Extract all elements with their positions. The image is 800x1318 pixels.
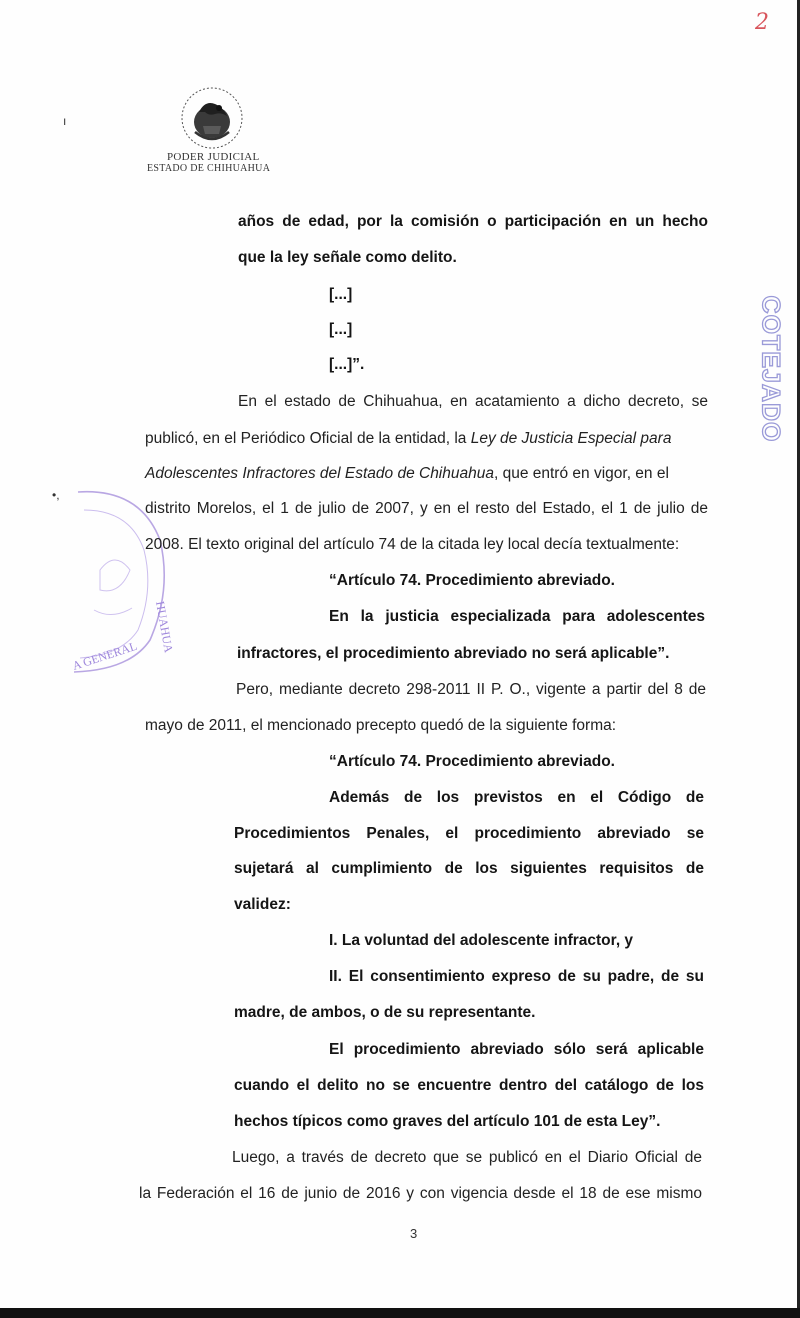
body-line: En el estado de Chihuahua, en acatamiento a dicho decreto, se bbox=[238, 393, 708, 410]
body-line bbox=[145, 429, 671, 449]
body-line: Además de los previstos en el Código de bbox=[329, 789, 704, 806]
body-line: [...] bbox=[329, 321, 353, 338]
body-line: madre, de ambos, o de su representante. bbox=[234, 1004, 536, 1021]
body-line: sujetará al cumplimiento de los siguientes requisitos de bbox=[234, 860, 704, 877]
body-line: que la ley señale como delito. bbox=[238, 249, 457, 266]
stamp-right-text: HUAHUA bbox=[153, 600, 176, 654]
body-line: Pero, mediante decreto 298-2011 II P. O., vigente a partir del 8 de bbox=[236, 681, 706, 698]
body-text: publicó, en el Periódico Oficial de la entidad, la bbox=[145, 430, 467, 447]
body-line: Luego, a través de decreto que se publicó en el Diario Oficial de bbox=[232, 1149, 702, 1166]
body-line: hechos típicos como graves del artículo 101 de esta Ley”. bbox=[234, 1113, 661, 1130]
body-line: “Artículo 74. Procedimiento abreviado. bbox=[329, 753, 615, 770]
handwritten-page-mark: 2 bbox=[755, 10, 769, 35]
body-line: II. El consentimiento expreso de su padre, de su bbox=[329, 968, 704, 985]
body-line: la Federación el 16 de junio de 2016 y con vigencia desde el 18 de ese mismo bbox=[139, 1185, 702, 1202]
stamp-bottom-text: A GENERAL bbox=[70, 638, 139, 673]
body-line: años de edad, por la comisión o participación en un hecho bbox=[238, 213, 708, 230]
cotejado-stamp bbox=[752, 296, 788, 441]
body-line: En la justicia especializada para adolescentes bbox=[329, 608, 705, 625]
state-name: ESTADO DE CHIHUAHUA bbox=[147, 163, 271, 174]
body-line: Procedimientos Penales, el procedimiento abreviado se bbox=[234, 825, 704, 842]
body-line: mayo de 2011, el mencionado precepto quedó de la siguiente forma: bbox=[145, 717, 617, 734]
coat-of-arms-icon bbox=[175, 82, 249, 152]
body-line: [...]”. bbox=[329, 356, 365, 373]
body-text: , que entró en vigor, en el bbox=[493, 465, 669, 482]
law-title-italic: Ley de Justicia Especial para bbox=[470, 430, 672, 447]
body-line: 2008. El texto original del artículo 74 de la citada ley local decía textualmente: bbox=[145, 536, 680, 553]
body-line: infractores, el procedimiento abreviado no será aplicable”. bbox=[237, 645, 670, 662]
law-title-italic: Adolescentes Infractores del Estado de Chihuahua bbox=[145, 465, 494, 482]
body-line: cuando el delito no se encuentre dentro del catálogo de los bbox=[234, 1077, 704, 1094]
body-line: El procedimiento abreviado sólo será aplicable bbox=[329, 1041, 704, 1058]
institution-name: PODER JUDICIAL bbox=[167, 151, 260, 163]
scan-edge-bottom bbox=[0, 1308, 800, 1318]
body-line: I. La voluntad del adolescente infractor, y bbox=[329, 932, 634, 949]
body-line bbox=[145, 464, 669, 484]
body-line: distrito Morelos, el 1 de julio de 2007, y en el resto del Estado, el 1 de julio de bbox=[145, 500, 708, 517]
body-line: validez: bbox=[234, 896, 291, 913]
page-number: 3 bbox=[410, 1226, 418, 1241]
body-line: [...] bbox=[329, 286, 353, 303]
body-line: “Artículo 74. Procedimiento abreviado. bbox=[329, 572, 615, 589]
cotejado-stamp-label: COTEJADO bbox=[756, 295, 785, 442]
margin-mark: ı bbox=[63, 114, 67, 128]
margin-mark: •, bbox=[52, 488, 60, 502]
